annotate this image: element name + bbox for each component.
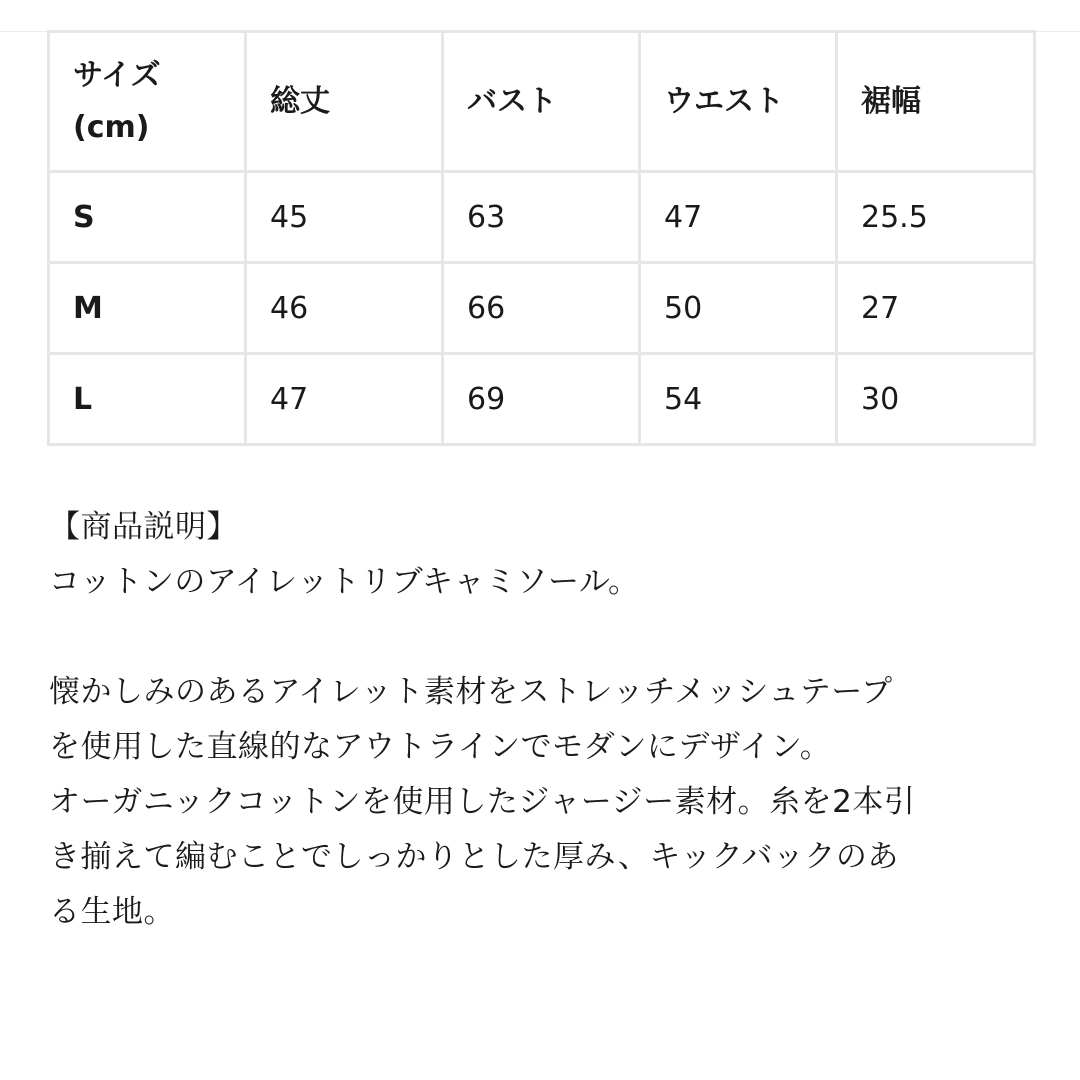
header-hem-width: 裾幅 [837,32,1035,172]
table-row [49,172,1035,263]
size-cell: M [49,263,246,354]
bust-cell: 66 [443,263,640,354]
description-line: オーガニックコットンを使用したジャージー素材。糸を2本引 [49,784,916,820]
description-line: き揃えて編むことでしっかりとした厚み、キックバックのあ [49,839,899,875]
waist-cell: 54 [640,354,837,445]
header-waist: ウエスト [640,32,837,172]
bust-cell: 69 [443,354,640,445]
header-bust: バスト [443,32,640,172]
length-cell: 45 [246,172,443,263]
description-line: 懐かしみのあるアイレット素材をストレッチメッシュテープ [49,674,893,710]
length-cell: 46 [246,263,443,354]
header-size [49,32,246,172]
size-cell: S [49,172,246,263]
waist-cell: 50 [640,263,837,354]
header-size-label: サイズ (cm) [73,57,161,145]
description-line: コットンのアイレットリブキャミソール。 [49,564,640,600]
description-line: を使用した直線的なアウトラインでモダンにデザイン。 [49,729,832,765]
waist-cell: 47 [640,172,837,263]
paragraph-spacer [49,610,1039,665]
description-heading: 【商品説明】 [49,509,238,545]
hem-width-cell: 27 [837,263,1035,354]
product-description [49,500,1039,940]
header-length: 総丈 [246,32,443,172]
hem-width-cell: 30 [837,354,1035,445]
table-row [49,263,1035,354]
length-cell: 47 [246,354,443,445]
hem-width-cell: 25.5 [837,172,1035,263]
size-chart-table [47,30,1036,446]
table-header-row [49,32,1035,172]
description-line: る生地。 [49,894,175,930]
size-cell: L [49,354,246,445]
bust-cell: 63 [443,172,640,263]
table-row [49,354,1035,445]
